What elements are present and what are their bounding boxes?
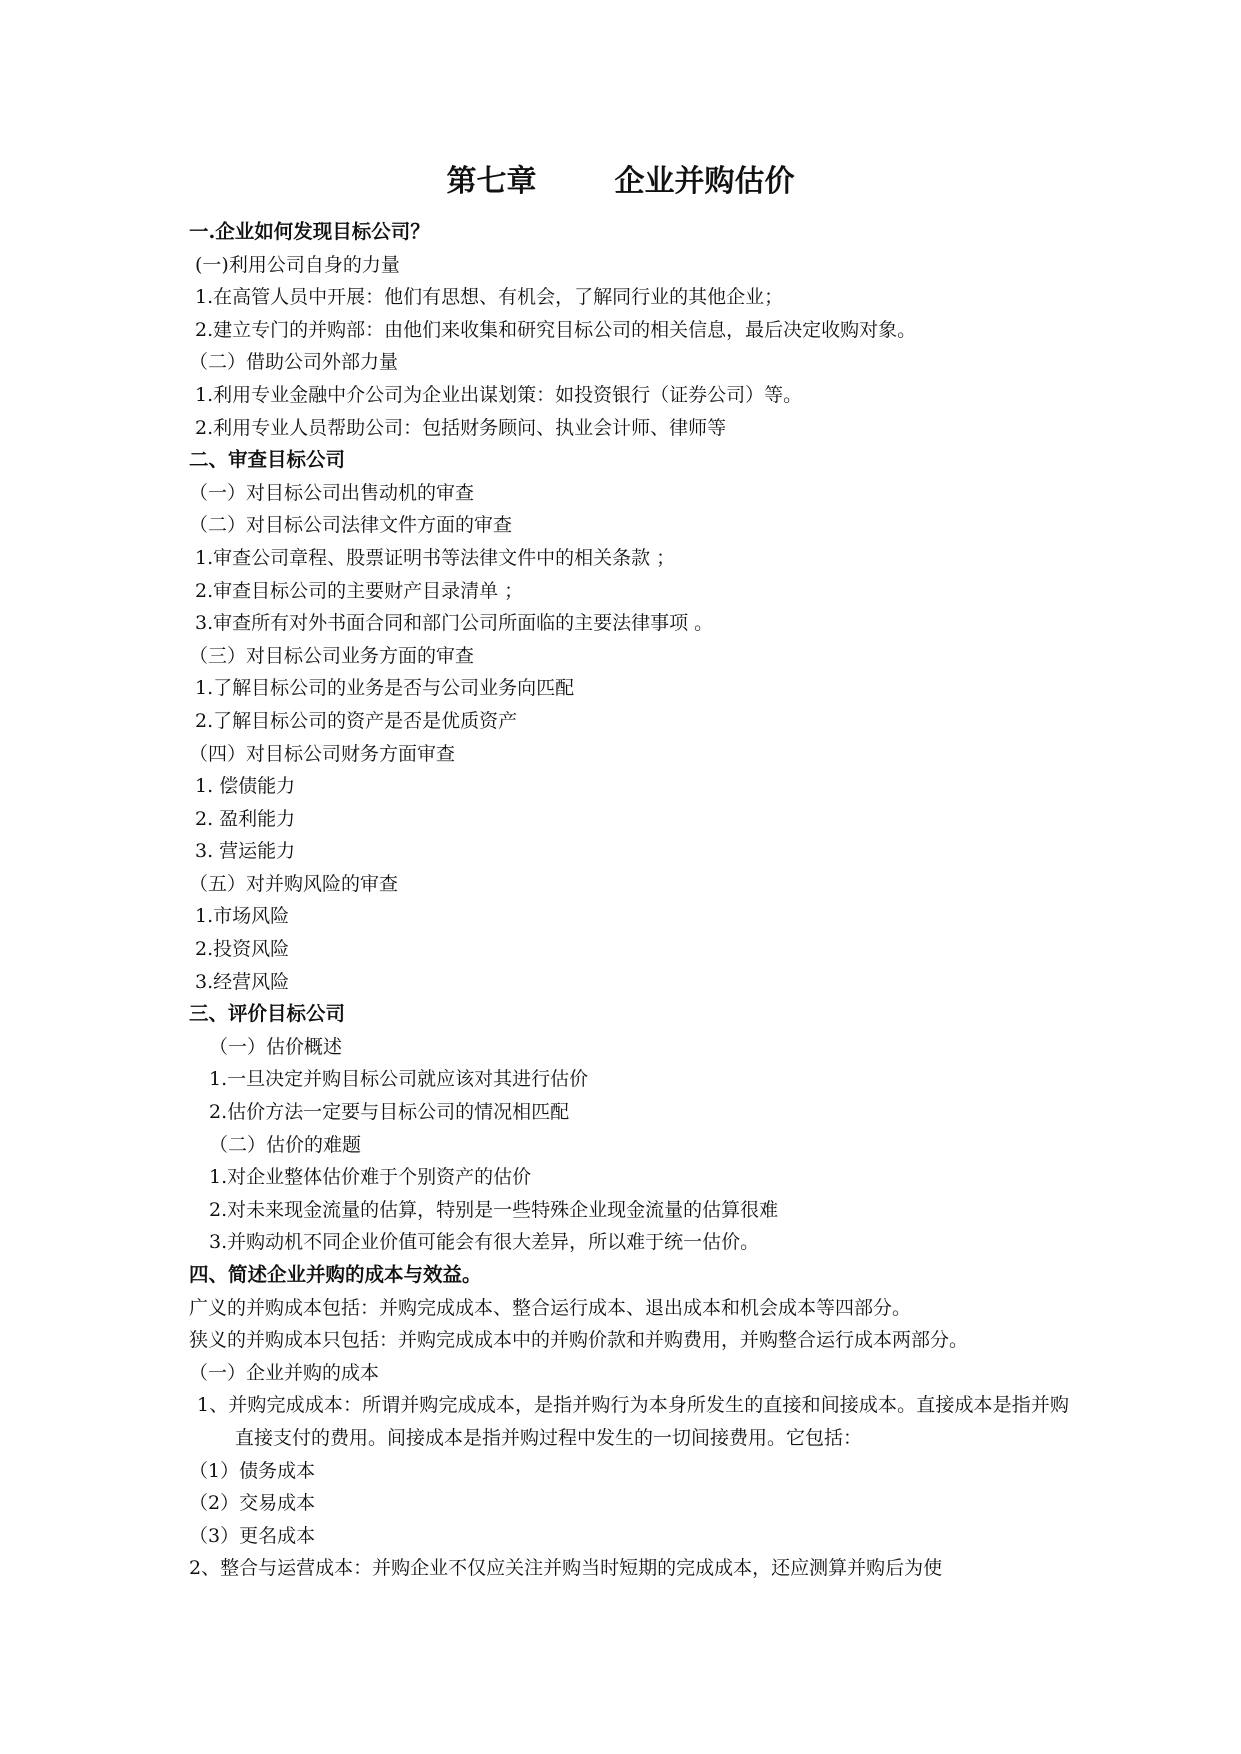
subsection-heading: （四）对目标公司财务方面审查 bbox=[189, 742, 456, 765]
list-item: 3. 营运能力 bbox=[195, 840, 296, 863]
list-item: （1）债务成本 bbox=[189, 1459, 316, 1482]
list-item: （2）交易成本 bbox=[189, 1492, 316, 1515]
subsection-heading: （一）估价概述 bbox=[209, 1035, 343, 1058]
section-heading: 四、简述企业并购的成本与效益。 bbox=[189, 1263, 482, 1286]
list-item: 2.建立专门的并购部：由他们来收集和研究目标公司的相关信息，最后决定收购对象。 bbox=[195, 318, 917, 341]
subsection-heading: （二）对目标公司法律文件方面的审查 bbox=[189, 514, 513, 537]
list-item: 1.在高管人员中开展：他们有思想、有机会，了解同行业的其他企业； bbox=[195, 286, 784, 309]
list-item: 1.一旦决定并购目标公司就应该对其进行估价 bbox=[209, 1068, 589, 1091]
subsection-heading: （一）对目标公司出售动机的审查 bbox=[189, 481, 475, 504]
list-item: 1.市场风险 bbox=[195, 905, 290, 928]
section-heading: 三、评价目标公司 bbox=[189, 1002, 346, 1026]
list-item: 1.了解目标公司的业务是否与公司业务向匹配 bbox=[195, 677, 575, 700]
subsection-heading: (一)利用公司自身的力量 bbox=[195, 253, 400, 276]
section-heading: 一.企业如何发现目标公司？ bbox=[189, 220, 430, 243]
list-item: （3）更名成本 bbox=[189, 1524, 316, 1547]
list-item: 2.审查目标公司的主要财产目录清单 ； bbox=[195, 579, 524, 602]
chapter-title bbox=[0, 160, 1241, 204]
list-item: 3.审查所有对外书面合同和部门公司所面临的主要法律事项 。 bbox=[195, 612, 714, 635]
list-item: 2.投资风险 bbox=[195, 938, 290, 961]
subsection-heading: （二）借助公司外部力量 bbox=[189, 351, 399, 374]
list-item: 1.审查公司章程、股票证明书等法律文件中的相关条款 ； bbox=[195, 546, 676, 569]
list-item: 1.利用专业金融中介公司为企业出谋划策：如投资银行（证券公司）等。 bbox=[195, 383, 803, 406]
paragraph: 2、整合与运营成本：并购企业不仅应关注并购当时短期的完成成本，还应测算并购后为使 bbox=[189, 1557, 943, 1580]
list-item: 1、并购完成成本：所谓并购完成成本，是指并购行为本身所发生的直接和间接成本。直接成本是指并购直接支付的费用。间接成本是指并购过程中发生的一切间接费用。它包括： bbox=[197, 1394, 1069, 1449]
list-item: 2.利用专业人员帮助公司：包括财务顾问、执业会计师、律师等 bbox=[195, 416, 727, 439]
list-item: 1.对企业整体估价难于个别资产的估价 bbox=[209, 1166, 532, 1189]
list-item: 3.经营风险 bbox=[195, 970, 290, 993]
subsection-heading: （三）对目标公司业务方面的审查 bbox=[189, 644, 475, 667]
paragraph: 狭义的并购成本只包括：并购完成成本中的并购价款和并购费用，并购整合运行成本两部分。 bbox=[189, 1329, 969, 1352]
list-item: 2.了解目标公司的资产是否是优质资产 bbox=[195, 709, 518, 732]
list-item: 1. 偿债能力 bbox=[195, 775, 296, 798]
document-body bbox=[189, 216, 1069, 1585]
subsection-heading: （二）估价的难题 bbox=[209, 1133, 362, 1156]
list-item: 3.并购动机不同企业价值可能会有很大差异，所以难于统一估价。 bbox=[209, 1231, 760, 1254]
list-item: 2.估价方法一定要与目标公司的情况相匹配 bbox=[209, 1101, 570, 1124]
chapter-number: 第七章 bbox=[446, 164, 537, 199]
subsection-heading: （五）对并购风险的审查 bbox=[189, 872, 399, 895]
chapter-name: 企业并购估价 bbox=[614, 164, 795, 199]
list-item: 2. 盈利能力 bbox=[195, 807, 296, 830]
paragraph: 广义的并购成本包括：并购完成成本、整合运行成本、退出成本和机会成本等四部分。 bbox=[189, 1296, 912, 1319]
subsection-heading: （一）企业并购的成本 bbox=[189, 1361, 380, 1384]
list-item: 2.对未来现金流量的估算，特别是一些特殊企业现金流量的估算很难 bbox=[209, 1198, 779, 1221]
section-heading: 二、审查目标公司 bbox=[189, 448, 346, 472]
